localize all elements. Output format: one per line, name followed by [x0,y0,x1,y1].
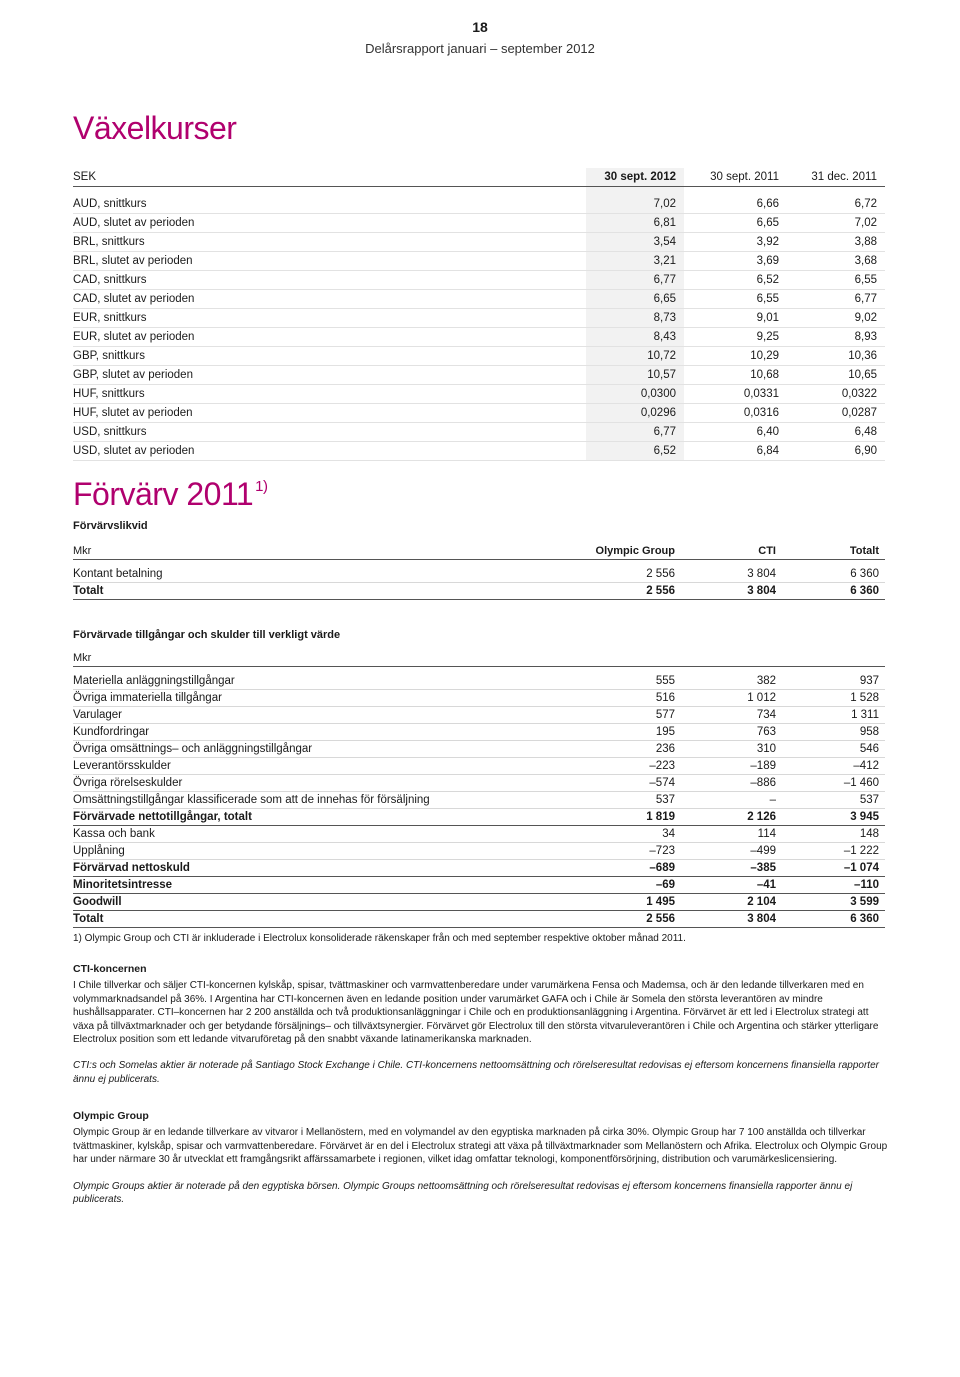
fx-row-col2: 6,55 [684,290,787,309]
assets-row-cti: 114 [681,826,782,843]
payment-table-body [73,560,885,600]
table-row [73,673,885,690]
assets-row-label: Kassa och bank [73,826,555,843]
table-row [73,877,885,894]
table-row [73,707,885,724]
payment-header-olympic: Olympic Group [555,543,681,560]
assets-row-cti: 382 [681,673,782,690]
fx-table-body [73,187,885,461]
payment-subtitle: Förvärvslikvid [73,520,148,532]
fx-row-label: BRL, slutet av perioden [73,252,586,271]
fx-row-col2: 6,65 [684,214,787,233]
fx-header-col2: 30 sept. 2011 [684,168,787,187]
assets-row-olympic: 236 [555,741,681,758]
fx-header-col1: 30 sept. 2012 [586,168,684,187]
olympic-note: Olympic Groups aktier är noterade på den egyptiska börsen. Olympic Groups nettoomsättning och rörelseresultat redovisas ej eftersom koncernens finansiella rapporter ännu ej publicerats. [73,1180,853,1206]
cti-section [73,963,888,1086]
assets-row-total: 546 [782,741,885,758]
fx-row-col2: 9,01 [684,309,787,328]
fx-row-col2: 9,25 [684,328,787,347]
fx-header-row [73,168,885,187]
assets-row-label: Förvärvad nettoskuld [73,860,555,877]
assets-row-label: Omsättningstillgångar klassificerade som att de innehas för försäljning [73,792,555,809]
assets-row-label: Varulager [73,707,555,724]
table-row [73,442,885,461]
fx-row-col1: 0,0296 [586,404,684,423]
assets-row-olympic: –723 [555,843,681,860]
assets-row-total: –412 [782,758,885,775]
assets-row-cti: 763 [681,724,782,741]
fx-table [73,168,885,461]
assets-row-cti: – [681,792,782,809]
payment-total-row [73,583,885,600]
assets-row-label: Upplåning [73,843,555,860]
olympic-section [73,1110,888,1206]
assets-row-label: Materiella anläggningstillgångar [73,673,555,690]
payment-row-label: Kontant betalning [73,566,555,583]
assets-row-label: Goodwill [73,894,555,911]
assets-row-total: 3 599 [782,894,885,911]
assets-row-cti: 310 [681,741,782,758]
assets-subtitle: Förvärvade tillgångar och skulder till verkligt värde [73,629,341,641]
fx-row-label: EUR, slutet av perioden [73,328,586,347]
table-row [73,826,885,843]
page-header [0,18,960,57]
acq-title-text: Förvärv 2011 [73,476,254,512]
table-row [73,690,885,707]
payment-header-cti: CTI [681,543,782,560]
payment-total-total: 6 360 [782,583,885,600]
table-row [73,894,885,911]
table-row [73,385,885,404]
table-row [73,195,885,214]
assets-row-cti: –886 [681,775,782,792]
assets-row-total: 3 945 [782,809,885,826]
table-row [73,271,885,290]
assets-row-olympic: –223 [555,758,681,775]
fx-row-col1: 8,43 [586,328,684,347]
assets-row-cti: 1 012 [681,690,782,707]
fx-row-label: CAD, slutet av perioden [73,290,586,309]
fx-row-col3: 10,65 [787,366,885,385]
fx-row-col3: 6,77 [787,290,885,309]
fx-row-col2: 6,40 [684,423,787,442]
assets-row-cti: 2 126 [681,809,782,826]
fx-row-col1: 7,02 [586,195,684,214]
fx-row-col3: 6,90 [787,442,885,461]
payment-total-olympic: 2 556 [555,583,681,600]
assets-row-total: 6 360 [782,911,885,928]
assets-row-olympic: 1 819 [555,809,681,826]
assets-row-total: 1 311 [782,707,885,724]
assets-row-cti: –189 [681,758,782,775]
fx-row-label: AUD, snittkurs [73,195,586,214]
acq-title-footnote-mark: 1) [255,478,268,495]
fx-row-col3: 8,93 [787,328,885,347]
fx-row-col3: 6,55 [787,271,885,290]
fx-row-col3: 0,0322 [787,385,885,404]
payment-total-cti: 3 804 [681,583,782,600]
acq-title [73,476,268,513]
assets-row-olympic: 195 [555,724,681,741]
fx-row-label: BRL, snittkurs [73,233,586,252]
assets-row-olympic: 537 [555,792,681,809]
fx-header-col3: 31 dec. 2011 [787,168,885,187]
table-row [73,233,885,252]
assets-table [73,650,885,928]
table-row [73,566,885,583]
fx-row-col2: 6,66 [684,195,787,214]
assets-row-label: Övriga immateriella tillgångar [73,690,555,707]
table-row [73,843,885,860]
payment-header-row [73,543,885,560]
table-row [73,404,885,423]
payment-row-olympic: 2 556 [555,566,681,583]
fx-row-col3: 3,88 [787,233,885,252]
assets-table-body [73,667,885,928]
fx-row-col1: 6,65 [586,290,684,309]
assets-row-label: Kundfordringar [73,724,555,741]
assets-row-cti: –499 [681,843,782,860]
fx-row-col2: 0,0316 [684,404,787,423]
fx-row-col2: 0,0331 [684,385,787,404]
fx-row-label: HUF, snittkurs [73,385,586,404]
assets-row-olympic: 1 495 [555,894,681,911]
fx-row-col3: 7,02 [787,214,885,233]
fx-row-col3: 0,0287 [787,404,885,423]
assets-row-cti: –41 [681,877,782,894]
fx-row-label: EUR, snittkurs [73,309,586,328]
footnote: 1) Olympic Group och CTI är inkluderade i Electrolux konsoliderade räkenskaper från och med september respektive oktober månad 2011. [73,933,686,944]
fx-row-col1: 10,57 [586,366,684,385]
fx-row-label: AUD, slutet av perioden [73,214,586,233]
assets-header-unit: Mkr [73,650,555,667]
fx-row-label: GBP, snittkurs [73,347,586,366]
fx-row-col2: 6,52 [684,271,787,290]
fx-row-col1: 3,54 [586,233,684,252]
fx-title: Växelkurser [73,110,237,146]
assets-row-olympic: 34 [555,826,681,843]
assets-row-total: 937 [782,673,885,690]
fx-row-col1: 10,72 [586,347,684,366]
payment-table [73,543,885,600]
assets-row-label: Minoritetsintresse [73,877,555,894]
fx-row-col2: 6,84 [684,442,787,461]
assets-row-total: 148 [782,826,885,843]
assets-row-olympic: 555 [555,673,681,690]
assets-row-total: –110 [782,877,885,894]
assets-row-label: Förvärvade nettotillgångar, totalt [73,809,555,826]
fx-row-col1: 6,81 [586,214,684,233]
table-row [73,252,885,271]
table-row [73,290,885,309]
table-row [73,347,885,366]
assets-row-cti: 2 104 [681,894,782,911]
assets-row-olympic: 577 [555,707,681,724]
assets-row-olympic: –69 [555,877,681,894]
payment-row-total: 6 360 [782,566,885,583]
fx-row-label: USD, snittkurs [73,423,586,442]
assets-row-total: –1 222 [782,843,885,860]
table-row [73,423,885,442]
fx-row-col3: 9,02 [787,309,885,328]
fx-row-col1: 6,77 [586,271,684,290]
assets-row-label: Övriga omsättnings– och anläggningstillgångar [73,741,555,758]
payment-header-unit: Mkr [73,543,555,560]
table-row [73,741,885,758]
fx-row-col1: 6,77 [586,423,684,442]
assets-row-olympic: 2 556 [555,911,681,928]
table-row [73,775,885,792]
assets-row-olympic: –689 [555,860,681,877]
fx-header-unit: SEK [73,168,586,187]
table-row [73,724,885,741]
fx-row-col1: 6,52 [586,442,684,461]
assets-row-label: Totalt [73,911,555,928]
fx-row-col3: 6,48 [787,423,885,442]
fx-row-label: HUF, slutet av perioden [73,404,586,423]
assets-row-total: 1 528 [782,690,885,707]
table-row [73,809,885,826]
table-row [73,214,885,233]
table-row [73,792,885,809]
table-row [73,366,885,385]
fx-row-col2: 3,92 [684,233,787,252]
assets-row-olympic: 516 [555,690,681,707]
fx-row-col2: 10,29 [684,347,787,366]
assets-row-label: Leverantörsskulder [73,758,555,775]
table-row [73,911,885,928]
assets-row-cti: 734 [681,707,782,724]
fx-row-col1: 3,21 [586,252,684,271]
payment-header-total: Totalt [782,543,885,560]
assets-row-cti: 3 804 [681,911,782,928]
fx-row-label: USD, slutet av perioden [73,442,586,461]
cti-heading: CTI-koncernen [73,963,147,975]
assets-row-label: Övriga rörelseskulder [73,775,555,792]
page-number: 18 [472,19,488,35]
fx-row-col3: 10,36 [787,347,885,366]
payment-row-cti: 3 804 [681,566,782,583]
report-title: Delårsrapport januari – september 2012 [365,41,595,56]
fx-row-col2: 3,69 [684,252,787,271]
fx-row-col1: 0,0300 [586,385,684,404]
fx-row-label: GBP, slutet av perioden [73,366,586,385]
fx-row-col3: 3,68 [787,252,885,271]
payment-total-label: Totalt [73,583,555,600]
fx-row-col1: 8,73 [586,309,684,328]
cti-note: CTI:s och Somelas aktier är noterade på Santiago Stock Exchange i Chile. CTI-koncernens nettoomsättning och rörelseresultat redovisas ej eftersom koncernens finansiella rapporter ännu ej publicerats. [73,1060,879,1085]
fx-row-col2: 10,68 [684,366,787,385]
assets-row-total: –1 460 [782,775,885,792]
fx-row-col3: 6,72 [787,195,885,214]
assets-row-total: 958 [782,724,885,741]
fx-row-label: CAD, snittkurs [73,271,586,290]
olympic-heading: Olympic Group [73,1110,149,1122]
assets-row-total: –1 074 [782,860,885,877]
assets-header-row [73,650,885,667]
cti-body: I Chile tillverkar och säljer CTI-koncernen kylskåp, spisar, tvättmaskiner och varmvattenberedare under varumärkena Fensa och Mademsa, och är den ledande tillverkaren med en volymmarknadsandel på 36%. I Argentina har CTI-koncernen även en ledande position under varumärket GAFA och i Chile är Somela den största leverantören av mindre hushållsapparater. CTI–koncernen har 2 200 anställda och två produktionsanläggningar i Chile och en produktionsanläggning i Argentina. Förvärvet är ett led i Electrolux strategi att växa på tillväxtmarknader och ger betydande försäljnings– och tillväxtsynergier. Förvärvet gör Electrolux till den största vitvaruleverantören i Chile och Argentina och stärker ytterligare Electrolux position som ett ledande vitvaruföretag på den snabbt växande latinamerikanska marknaden. [73,980,879,1046]
table-row [73,860,885,877]
table-row [73,309,885,328]
assets-row-total: 537 [782,792,885,809]
assets-row-olympic: –574 [555,775,681,792]
olympic-body: Olympic Group är en ledande tillverkare av vitvaror i Mellanöstern, med en volymandel av den egyptiska marknaden på cirka 30%. Olympic Group har 7 100 anställda och tillverkar tvättmaskiner, kylskåp, spisar och varmvattenberedare. Förvärvet är en del i Electrolux strategi att växa på tillväxtmarknader som Mellanöstern och Afrika. Electrolux och Olympic Group har under närmare 30 år utvecklat ett framgångsrikt affärssamarbete i regionen, vilket idag omfattar teknologi, komponentförsörjning, distribution och varumärkeslicensiering. [73,1127,888,1166]
assets-row-cti: –385 [681,860,782,877]
table-row [73,758,885,775]
table-row [73,328,885,347]
